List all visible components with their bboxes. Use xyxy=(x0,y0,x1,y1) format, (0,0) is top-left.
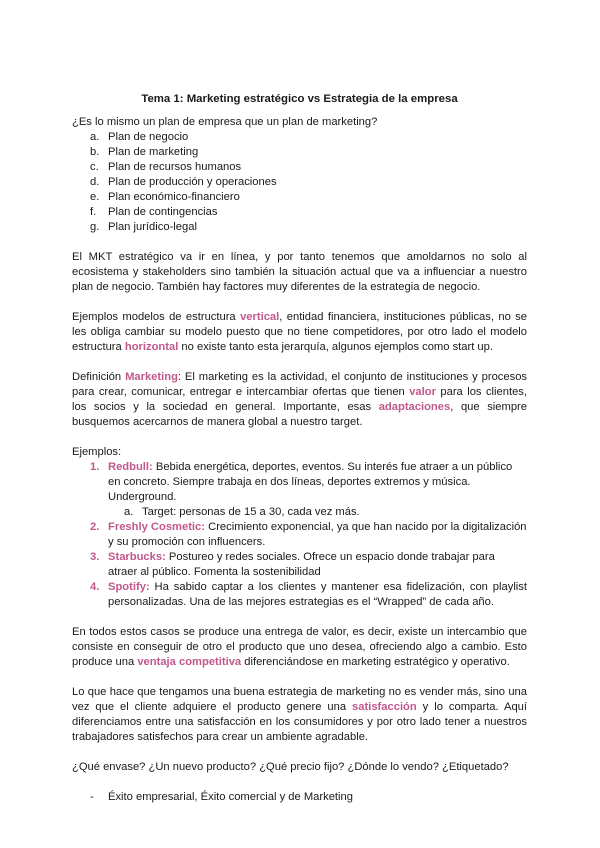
example-item xyxy=(90,550,527,580)
list-marker: e. xyxy=(90,191,100,203)
dash-text: Éxito empresarial, Éxito comercial y de Marketing xyxy=(108,791,353,803)
list-item-text: Plan de producción y operaciones xyxy=(108,176,277,188)
list-marker: g. xyxy=(90,221,100,233)
dash-item xyxy=(72,790,527,805)
highlight-term: ventaja competitiva xyxy=(137,656,242,668)
text-run: diferenciándose en marketing estratégico y operativo. xyxy=(241,656,510,668)
example-text: Postureo y redes sociales. Ofrece un espacio donde trabajar para atraer al público. Fomenta la sostenibilidad xyxy=(108,551,495,578)
text-run: para los clientes, los socios y la sociedad en general. Importante, esas xyxy=(72,386,527,413)
example-number: 1. xyxy=(90,461,100,473)
text-run: , entidad financiera, instituciones públicas, no se les obliga cambiar su modelo puesto que no tiene competidores, por otro lado el modelo estructura xyxy=(72,311,528,353)
page-title: Tema 1: Marketing estratégico vs Estrategia de la empresa xyxy=(141,93,458,105)
list-item xyxy=(90,220,527,235)
paragraph-entrega-valor xyxy=(72,625,527,670)
examples-heading: Ejemplos: xyxy=(72,446,122,458)
list-item xyxy=(90,130,527,145)
highlight-term: valor xyxy=(409,386,436,398)
text-run: En todos estos casos se produce una entrega de valor, es decir, existe un intercambio que consiste en conseguir de otro el producto que uno desea, ofreciendo algo a cambio. Esto produce una xyxy=(72,626,527,668)
list-item xyxy=(90,190,527,205)
example-brand: Freshly Cosmetic: xyxy=(108,521,205,533)
highlight-term: vertical xyxy=(240,311,280,323)
paragraph-satisfaccion xyxy=(72,685,527,745)
list-marker: b. xyxy=(90,146,100,158)
example-number: 2. xyxy=(90,521,100,533)
list-item xyxy=(90,175,527,190)
plan-list xyxy=(72,130,527,235)
list-marker: a. xyxy=(90,131,100,143)
paragraph-estructura xyxy=(72,310,527,355)
sub-text: Target: personas de 15 a 30, cada vez más. xyxy=(142,506,360,518)
list-marker: c. xyxy=(90,161,99,173)
paragraph-mkt-estrategico: El MKT estratégico va ir en línea, y por tanto tenemos que amoldarnos no solo al ecosistema y stakeholders sino también la situación actual que va a influenciar a nuestro plan de negocio. También hay factores muy diferentes de la estrategia de negocio. xyxy=(72,251,527,293)
dash-marker: - xyxy=(90,791,94,803)
list-item xyxy=(90,205,527,220)
highlight-term: Marketing xyxy=(125,371,178,383)
paragraph-definicion xyxy=(72,370,527,430)
sub-item xyxy=(108,505,527,520)
text-run: , que siempre busquemos acercarnos de manera global a nuestro target. xyxy=(72,401,528,428)
list-item-text: Plan jurídico-legal xyxy=(108,221,197,233)
example-brand: Spotify: xyxy=(108,581,150,593)
highlight-term: adaptaciones xyxy=(378,401,451,413)
example-text: Bebida energética, deportes, eventos. Su interés fue atraer a un público en concreto. Siempre trabaja en dos líneas, deportes extremos y música. Underground. xyxy=(108,461,513,503)
questions-line: ¿Qué envase? ¿Un nuevo producto? ¿Qué precio fijo? ¿Dónde lo vendo? ¿Etiquetado? xyxy=(72,761,509,773)
example-number: 3. xyxy=(90,551,100,563)
examples-list xyxy=(72,460,527,610)
list-item-text: Plan de negocio xyxy=(108,131,189,143)
text-run: y lo comparta. Aquí diferenciamos entre una satisfacción en los consumidores y por otro lado tener a nuestros trabajadores satisfechos para crear un ambiente agradable. xyxy=(72,701,527,743)
document-page xyxy=(72,92,527,805)
sub-marker: a. xyxy=(124,506,134,518)
example-text: Crecimiento exponencial, ya que han nacido por la digitalización y su promoción con influencers. xyxy=(108,521,527,548)
list-item xyxy=(90,145,527,160)
list-marker: d. xyxy=(90,176,100,188)
question-line: ¿Es lo mismo un plan de empresa que un plan de marketing? xyxy=(72,116,378,128)
highlight-term: horizontal xyxy=(124,341,179,353)
example-item xyxy=(90,520,527,550)
highlight-term: satisfacción xyxy=(352,701,417,713)
list-item-text: Plan de marketing xyxy=(108,146,199,158)
text-run: Ejemplos modelos de estructura xyxy=(72,311,241,323)
text-run: : El marketing es la actividad, el conjunto de instituciones y procesos para crear, comunicar, entregar e intercambiar ofertas que tienen xyxy=(72,371,528,398)
text-run: Lo que hace que tengamos una buena estrategia de marketing no es vender más, sino una vez que el cliente adquiere el producto genere una xyxy=(72,686,527,713)
text-run: no existe tanto esta jerarquía, algunos ejemplos como start up. xyxy=(178,341,493,353)
example-brand: Redbull: xyxy=(108,461,153,473)
example-brand: Starbucks: xyxy=(108,551,166,563)
example-item xyxy=(90,580,527,610)
list-marker: f. xyxy=(90,206,97,218)
list-item xyxy=(90,160,527,175)
example-number: 4. xyxy=(90,581,100,593)
example-text: Ha sabido captar a los clientes y mantener esa fidelización, con playlist personalizadas. Una de las mejores estrategias es el “Wrapped” de cada año. xyxy=(108,581,527,608)
example-item xyxy=(90,460,527,520)
list-item-text: Plan de contingencias xyxy=(108,206,218,218)
list-item-text: Plan de recursos humanos xyxy=(108,161,242,173)
text-run: Definición xyxy=(72,371,126,383)
list-item-text: Plan económico-financiero xyxy=(108,191,240,203)
